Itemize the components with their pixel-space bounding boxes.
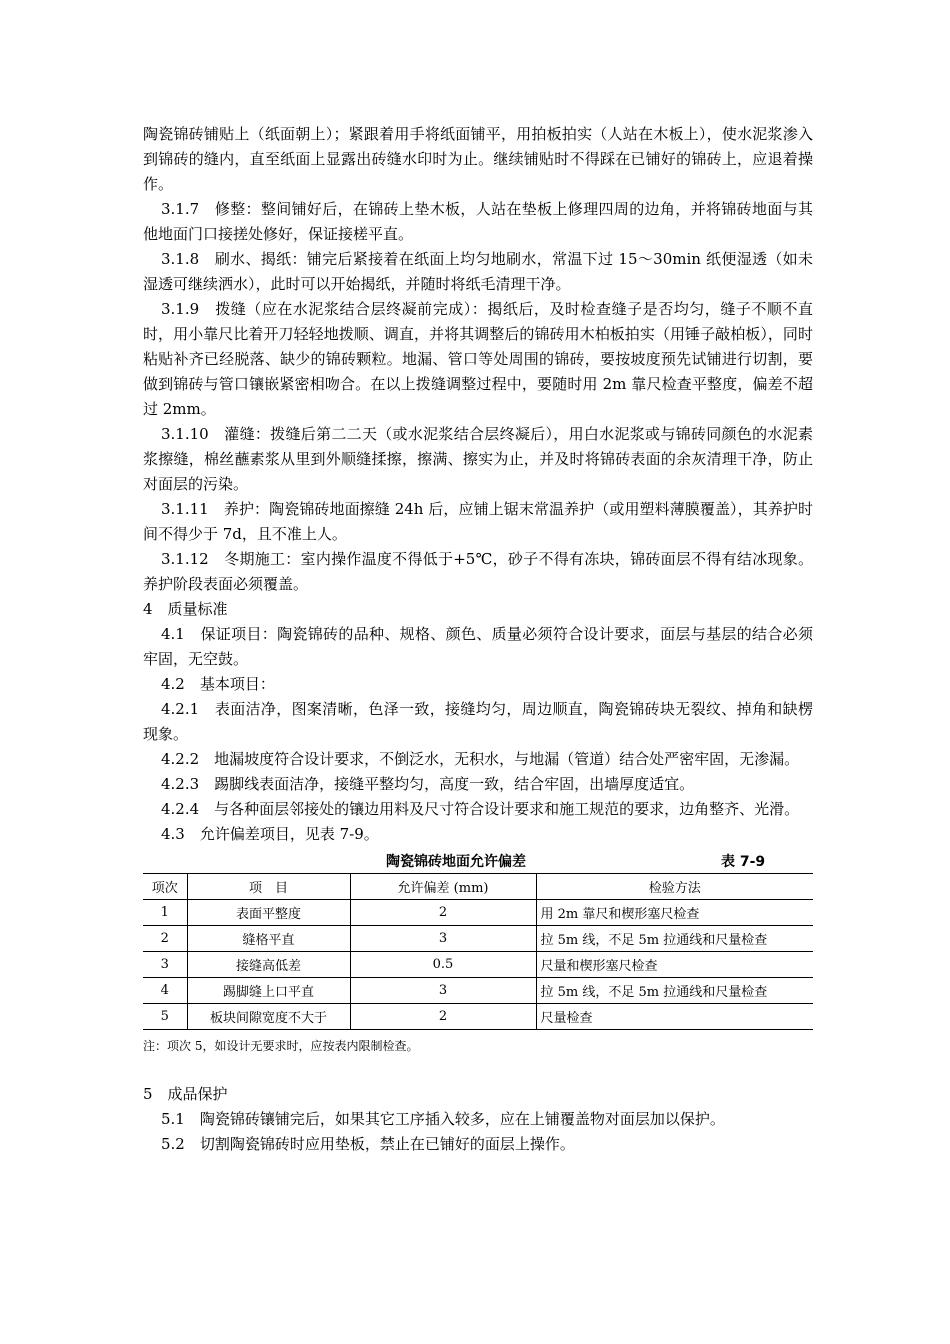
- construction-steps: [143, 122, 813, 597]
- cell-tolerance: 0.5: [350, 952, 536, 978]
- paragraph-intro: 陶瓷锦砖铺贴上（纸面朝上）；紧跟着用手将纸面铺平，用拍板拍实（人站在木板上），使水泥浆渗入到锦砖的缝内，直至纸面上显露出砖缝水印时为止。继续铺贴时不得踩在已铺好的锦砖上，应退着操作。: [143, 125, 813, 193]
- cell-index: 5: [160, 1009, 169, 1024]
- paragraph-4-2-3: 4.2.3 踢脚线表面洁净，接缝平整均匀，高度一致，结合牢固，出墙厚度适宜。: [161, 775, 695, 793]
- cell-tolerance: 2: [350, 1004, 536, 1030]
- cell-item: 接缝高低差: [187, 952, 350, 978]
- cell-item: 踢脚缝上口平直: [187, 978, 350, 1004]
- paragraph-3-1-8: 3.1.8 刷水、揭纸：铺完后紧接着在纸面上均匀地刷水，常温下过 15～30min 纸便湿透（如未湿透可继续洒水），此时可以开始揭纸，并随时将纸毛清理干净。: [143, 250, 813, 293]
- section-product-protection: [143, 1082, 813, 1157]
- table-caption: [143, 849, 813, 873]
- table-number: 表 7-9: [721, 854, 766, 870]
- paragraph-5-1: 5.1 陶瓷锦砖镶铺完后，如果其它工序插入较多，应在上铺覆盖物对面层加以保护。: [161, 1110, 725, 1128]
- cell-method: 尺量检查: [536, 1004, 813, 1030]
- cell-index: 3: [143, 952, 187, 978]
- paragraph-4-3: 4.3 允许偏差项目，见表 7-9。: [161, 825, 379, 843]
- paragraph-3-1-12: 3.1.12 冬期施工：室内操作温度不得低于+5℃，砂子不得有冻块，锦砖面层不得有结冰现象。养护阶段表面必须覆盖。: [143, 550, 813, 593]
- section-5-heading: 5 成品保护: [143, 1085, 228, 1103]
- document-page: [143, 122, 813, 1157]
- cell-item: 表面平整度: [187, 900, 350, 926]
- cell-index: 2: [143, 926, 187, 952]
- paragraph-4-2-4: 4.2.4 与各种面层邻接处的镶边用料及尺寸符合设计要求和施工规范的要求，边角整齐、光滑。: [161, 800, 800, 818]
- cell-method: 拉 5m 线，不足 5m 拉通线和尺量检查: [536, 978, 813, 1004]
- paragraph-4-2-2: 4.2.2 地漏坡度符合设计要求，不倒泛水，无积水，与地漏（管道）结合处严密牢固，无渗漏。: [161, 750, 800, 768]
- section-quality-standard: [143, 597, 813, 847]
- cell-tolerance: 2: [350, 900, 536, 926]
- cell-tolerance: 3: [350, 978, 536, 1004]
- deviation-table: [143, 873, 813, 1030]
- column-header-tolerance: 允许偏差 (mm): [350, 874, 536, 900]
- paragraph-3-1-9: 3.1.9 拨缝（应在水泥浆结合层终凝前完成）：揭纸后，及时检查缝子是否均匀，缝子不顺不直时，用小靠尺比着开刀轻轻地拨顺、调直，并将其调整后的锦砖用木柏板拍实（用锤子敲柏板），同时粘贴补齐已经脱落、缺少的锦砖颗粒。地漏、管口等处周围的锦砖，要按坡度预先试铺进行切割，要做到锦砖与管口镶嵌紧密相吻合。在以上拨缝调整过程中，要随时用 2m 靠尺检查平整度，偏差不超过 2mm。: [143, 300, 813, 418]
- paragraph-4-1: 4.1 保证项目：陶瓷锦砖的品种、规格、颜色、质量必须符合设计要求，面层与基层的结合必须牢固，无空鼓。: [143, 625, 813, 668]
- table-row: [143, 1004, 813, 1030]
- cell-index: 4: [143, 978, 187, 1004]
- paragraph-4-2: 4.2 基本项目：: [161, 675, 275, 693]
- cell-item: 板块间隙宽度不大于: [187, 1004, 350, 1030]
- column-header-method: 检验方法: [536, 874, 813, 900]
- section-4-heading: 4 质量标准: [143, 600, 228, 618]
- paragraph-4-2-1: 4.2.1 表面洁净，图案清晰，色泽一致，接缝均匀，周边顺直，陶瓷锦砖块无裂纹、掉角和缺楞现象。: [143, 700, 813, 743]
- table-header-row: [143, 874, 813, 900]
- column-header-item: 项 目: [187, 874, 350, 900]
- table-row: [143, 978, 813, 1004]
- cell-index: 1: [143, 900, 187, 926]
- table-note: 注：项次 5，如设计无要求时，应按表内限制检查。: [143, 1039, 419, 1053]
- table-row: [143, 952, 813, 978]
- cell-method: 拉 5m 线，不足 5m 拉通线和尺量检查: [536, 926, 813, 952]
- paragraph-3-1-11: 3.1.11 养护：陶瓷锦砖地面擦缝 24h 后，应铺上锯末常温养护（或用塑料薄膜覆盖），其养护时间不得少于 7d，且不准上人。: [143, 500, 813, 543]
- cell-tolerance: 3: [350, 926, 536, 952]
- paragraph-5-2: 5.2 切割陶瓷锦砖时应用垫板，禁止在已铺好的面层上操作。: [161, 1135, 575, 1153]
- cell-method: 尺量和楔形塞尺检查: [536, 952, 813, 978]
- table-row: [143, 900, 813, 926]
- column-header-index: 项次: [143, 874, 187, 900]
- cell-method: 用 2m 靠尺和楔形塞尺检查: [536, 900, 813, 926]
- table-title: 陶瓷锦砖地面允许偏差: [386, 854, 526, 870]
- table-row: [143, 926, 813, 952]
- paragraph-3-1-7: 3.1.7 修整：整间铺好后，在锦砖上垫木板，人站在垫板上修理四周的边角，并将锦砖地面与其他地面门口接搓处修好，保证接槎平直。: [143, 200, 813, 243]
- cell-item: 缝格平直: [187, 926, 350, 952]
- paragraph-3-1-10: 3.1.10 灌缝：拨缝后第二二天（或水泥浆结合层终凝后），用白水泥浆或与锦砖同颜色的水泥素浆擦缝，棉丝蘸素浆从里到外顺缝揉擦，擦满、擦实为止，并及时将锦砖表面的余灰清理干净，防止对面层的污染。: [143, 425, 813, 493]
